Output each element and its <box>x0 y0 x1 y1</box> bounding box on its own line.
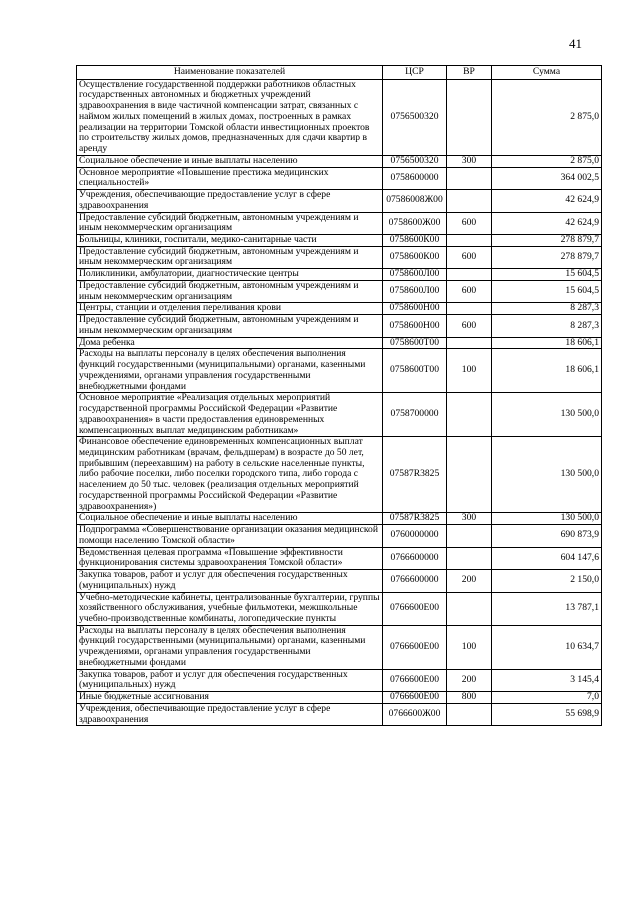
cell-sum: 15 604,5 <box>492 269 602 281</box>
cell-name: Расходы на выплаты персоналу в целях обеспечения выполнения функций государственными (муниципальными) органами, казенными учреждениями, органами управления государственными внебюджетными фондами <box>77 349 383 393</box>
cell-csr: 0758600Л00 <box>383 280 447 302</box>
cell-name: Социальное обеспечение и иные выплаты населению <box>77 513 383 525</box>
cell-vr: 800 <box>447 692 492 704</box>
cell-vr <box>447 393 492 437</box>
table-row <box>77 280 602 302</box>
cell-vr <box>447 167 492 189</box>
cell-name: Ведомственная целевая программа «Повышение эффективности функционирования системы здравоохранения Томской области» <box>77 547 383 569</box>
cell-sum: 10 634,7 <box>492 625 602 669</box>
table-row <box>77 393 602 437</box>
cell-csr: 0756500320 <box>383 155 447 167</box>
cell-name: Учебно-методические кабинеты, централизованные бухгалтерии, группы хозяйственного обслуживания, учебные фильмотеки, межшкольные учебно-производственные комбинаты, логопедические пункты <box>77 592 383 625</box>
cell-csr: 0760000000 <box>383 525 447 547</box>
cell-sum: 364 002,5 <box>492 167 602 189</box>
cell-csr: 0766600Е00 <box>383 592 447 625</box>
cell-sum: 2 875,0 <box>492 155 602 167</box>
table-row <box>77 692 602 704</box>
cell-name: Подпрограмма «Совершенствование организации оказания медицинской помощи населению Томской области» <box>77 525 383 547</box>
cell-csr: 0766600Е00 <box>383 692 447 704</box>
cell-sum: 2 150,0 <box>492 570 602 592</box>
table-row <box>77 592 602 625</box>
cell-vr: 300 <box>447 513 492 525</box>
cell-name: Осуществление государственной поддержки работников областных государственных автономных и бюджетных учреждений здравоохранения в виде частичной компенсации затрат, связанных с наймом жилых помещений в жилых домах, построенных в рамках реализации на территории Томской области инвестиционных проектов по строительству жилых домов, предназначенных для сдачи квартир в аренду <box>77 79 383 155</box>
cell-name: Дома ребенка <box>77 337 383 349</box>
cell-name: Больницы, клиники, госпитали, медико-санитарные части <box>77 235 383 247</box>
table-row <box>77 337 602 349</box>
cell-csr: 07587R3825 <box>383 513 447 525</box>
cell-sum: 42 624,9 <box>492 190 602 212</box>
cell-csr: 0758600К00 <box>383 246 447 268</box>
table-row <box>77 349 602 393</box>
cell-sum: 604 147,6 <box>492 547 602 569</box>
table-row <box>77 190 602 212</box>
cell-name: Предоставление субсидий бюджетным, автономным учреждениям и иным некоммерческим организациям <box>77 212 383 234</box>
table-row <box>77 315 602 337</box>
cell-vr <box>447 235 492 247</box>
cell-vr: 100 <box>447 625 492 669</box>
cell-name: Предоставление субсидий бюджетным, автономным учреждениям и иным некоммерческим организациям <box>77 246 383 268</box>
cell-vr <box>447 337 492 349</box>
cell-vr: 200 <box>447 570 492 592</box>
cell-vr <box>447 592 492 625</box>
cell-name: Поликлиники, амбулатории, диагностические центры <box>77 269 383 281</box>
page-number: 41 <box>569 36 582 51</box>
cell-sum: 690 873,9 <box>492 525 602 547</box>
cell-name: Учреждения, обеспечивающие предоставление услуг в сфере здравоохранения <box>77 190 383 212</box>
cell-csr: 07586008Ж00 <box>383 190 447 212</box>
table-row <box>77 525 602 547</box>
cell-name: Социальное обеспечение и иные выплаты населению <box>77 155 383 167</box>
table-row <box>77 547 602 569</box>
cell-csr: 0758700000 <box>383 393 447 437</box>
cell-csr: 0758600Н00 <box>383 315 447 337</box>
table-row <box>77 235 602 247</box>
header-csr: ЦСР <box>383 66 447 80</box>
cell-csr: 0758600Т00 <box>383 337 447 349</box>
cell-name: Закупка товаров, работ и услуг для обеспечения государственных (муниципальных) нужд <box>77 570 383 592</box>
cell-csr: 0758600К00 <box>383 235 447 247</box>
table-header-row <box>77 66 602 80</box>
cell-vr: 600 <box>447 315 492 337</box>
cell-sum: 18 606,1 <box>492 337 602 349</box>
cell-sum: 15 604,5 <box>492 280 602 302</box>
cell-vr: 600 <box>447 212 492 234</box>
cell-vr: 600 <box>447 280 492 302</box>
cell-vr <box>447 190 492 212</box>
cell-csr: 0758600000 <box>383 167 447 189</box>
cell-csr: 0766600Е00 <box>383 625 447 669</box>
table-row <box>77 437 602 513</box>
cell-csr: 0766600000 <box>383 570 447 592</box>
cell-name: Финансовое обеспечение единовременных компенсационных выплат медицинским работникам (врачам, фельдшерам) в возрасте до 50 лет, прибывшим (переехавшим) на работу в сельские населенные пункты, либо рабочие поселки, либо поселки городского типа, либо города с населением до 50 тыс. человек (реализация отдельных мероприятий государственной программы Российской Федерации «Развитие здравоохранения») <box>77 437 383 513</box>
cell-sum: 42 624,9 <box>492 212 602 234</box>
cell-csr: 0766600Е00 <box>383 669 447 691</box>
cell-name: Учреждения, обеспечивающие предоставление услуг в сфере здравоохранения <box>77 703 383 725</box>
cell-vr <box>447 79 492 155</box>
cell-sum: 8 287,3 <box>492 315 602 337</box>
cell-sum: 278 879,7 <box>492 235 602 247</box>
budget-table <box>76 65 602 726</box>
cell-name: Предоставление субсидий бюджетным, автономным учреждениям и иным некоммерческим организациям <box>77 315 383 337</box>
cell-sum: 8 287,3 <box>492 303 602 315</box>
cell-csr: 0766600Ж00 <box>383 703 447 725</box>
cell-name: Центры, станции и отделения переливания крови <box>77 303 383 315</box>
cell-vr <box>447 703 492 725</box>
cell-csr: 0758600Ж00 <box>383 212 447 234</box>
table-row <box>77 167 602 189</box>
header-sum: Сумма <box>492 66 602 80</box>
cell-sum: 2 875,0 <box>492 79 602 155</box>
cell-sum: 18 606,1 <box>492 349 602 393</box>
cell-name: Основное мероприятие «Повышение престижа медицинских специальностей» <box>77 167 383 189</box>
header-name: Наименование показателей <box>77 66 383 80</box>
table-row <box>77 79 602 155</box>
table-row <box>77 669 602 691</box>
table-body <box>77 79 602 726</box>
cell-vr: 600 <box>447 246 492 268</box>
table-row <box>77 246 602 268</box>
table-row <box>77 269 602 281</box>
header-vr: ВР <box>447 66 492 80</box>
cell-sum: 3 145,4 <box>492 669 602 691</box>
cell-vr <box>447 303 492 315</box>
cell-sum: 278 879,7 <box>492 246 602 268</box>
table-row <box>77 570 602 592</box>
cell-sum: 130 500,0 <box>492 437 602 513</box>
cell-vr: 300 <box>447 155 492 167</box>
cell-csr: 0756500320 <box>383 79 447 155</box>
cell-vr <box>447 547 492 569</box>
table-row <box>77 212 602 234</box>
cell-csr: 0758600Л00 <box>383 269 447 281</box>
cell-vr <box>447 525 492 547</box>
table-row <box>77 155 602 167</box>
table-row <box>77 625 602 669</box>
cell-name: Закупка товаров, работ и услуг для обеспечения государственных (муниципальных) нужд <box>77 669 383 691</box>
cell-sum: 130 500,0 <box>492 513 602 525</box>
cell-vr <box>447 437 492 513</box>
cell-csr: 07587R3825 <box>383 437 447 513</box>
cell-csr: 0758600Т00 <box>383 349 447 393</box>
cell-name: Расходы на выплаты персоналу в целях обеспечения выполнения функций государственными (муниципальными) органами, казенными учреждениями, органами управления государственными внебюджетными фондами <box>77 625 383 669</box>
cell-sum: 13 787,1 <box>492 592 602 625</box>
table-row <box>77 703 602 725</box>
cell-name: Предоставление субсидий бюджетным, автономным учреждениям и иным некоммерческим организациям <box>77 280 383 302</box>
cell-sum: 130 500,0 <box>492 393 602 437</box>
cell-vr: 100 <box>447 349 492 393</box>
cell-sum: 55 698,9 <box>492 703 602 725</box>
cell-vr: 200 <box>447 669 492 691</box>
cell-name: Основное мероприятие «Реализация отдельных мероприятий государственной программы Российской Федерации «Развитие здравоохранения» в части предоставления единовременных компенсационных выплат медицинским работникам» <box>77 393 383 437</box>
cell-csr: 0758600Н00 <box>383 303 447 315</box>
table-row <box>77 513 602 525</box>
table-row <box>77 303 602 315</box>
cell-sum: 7,0 <box>492 692 602 704</box>
cell-csr: 0766600000 <box>383 547 447 569</box>
cell-name: Иные бюджетные ассигнования <box>77 692 383 704</box>
cell-vr <box>447 269 492 281</box>
